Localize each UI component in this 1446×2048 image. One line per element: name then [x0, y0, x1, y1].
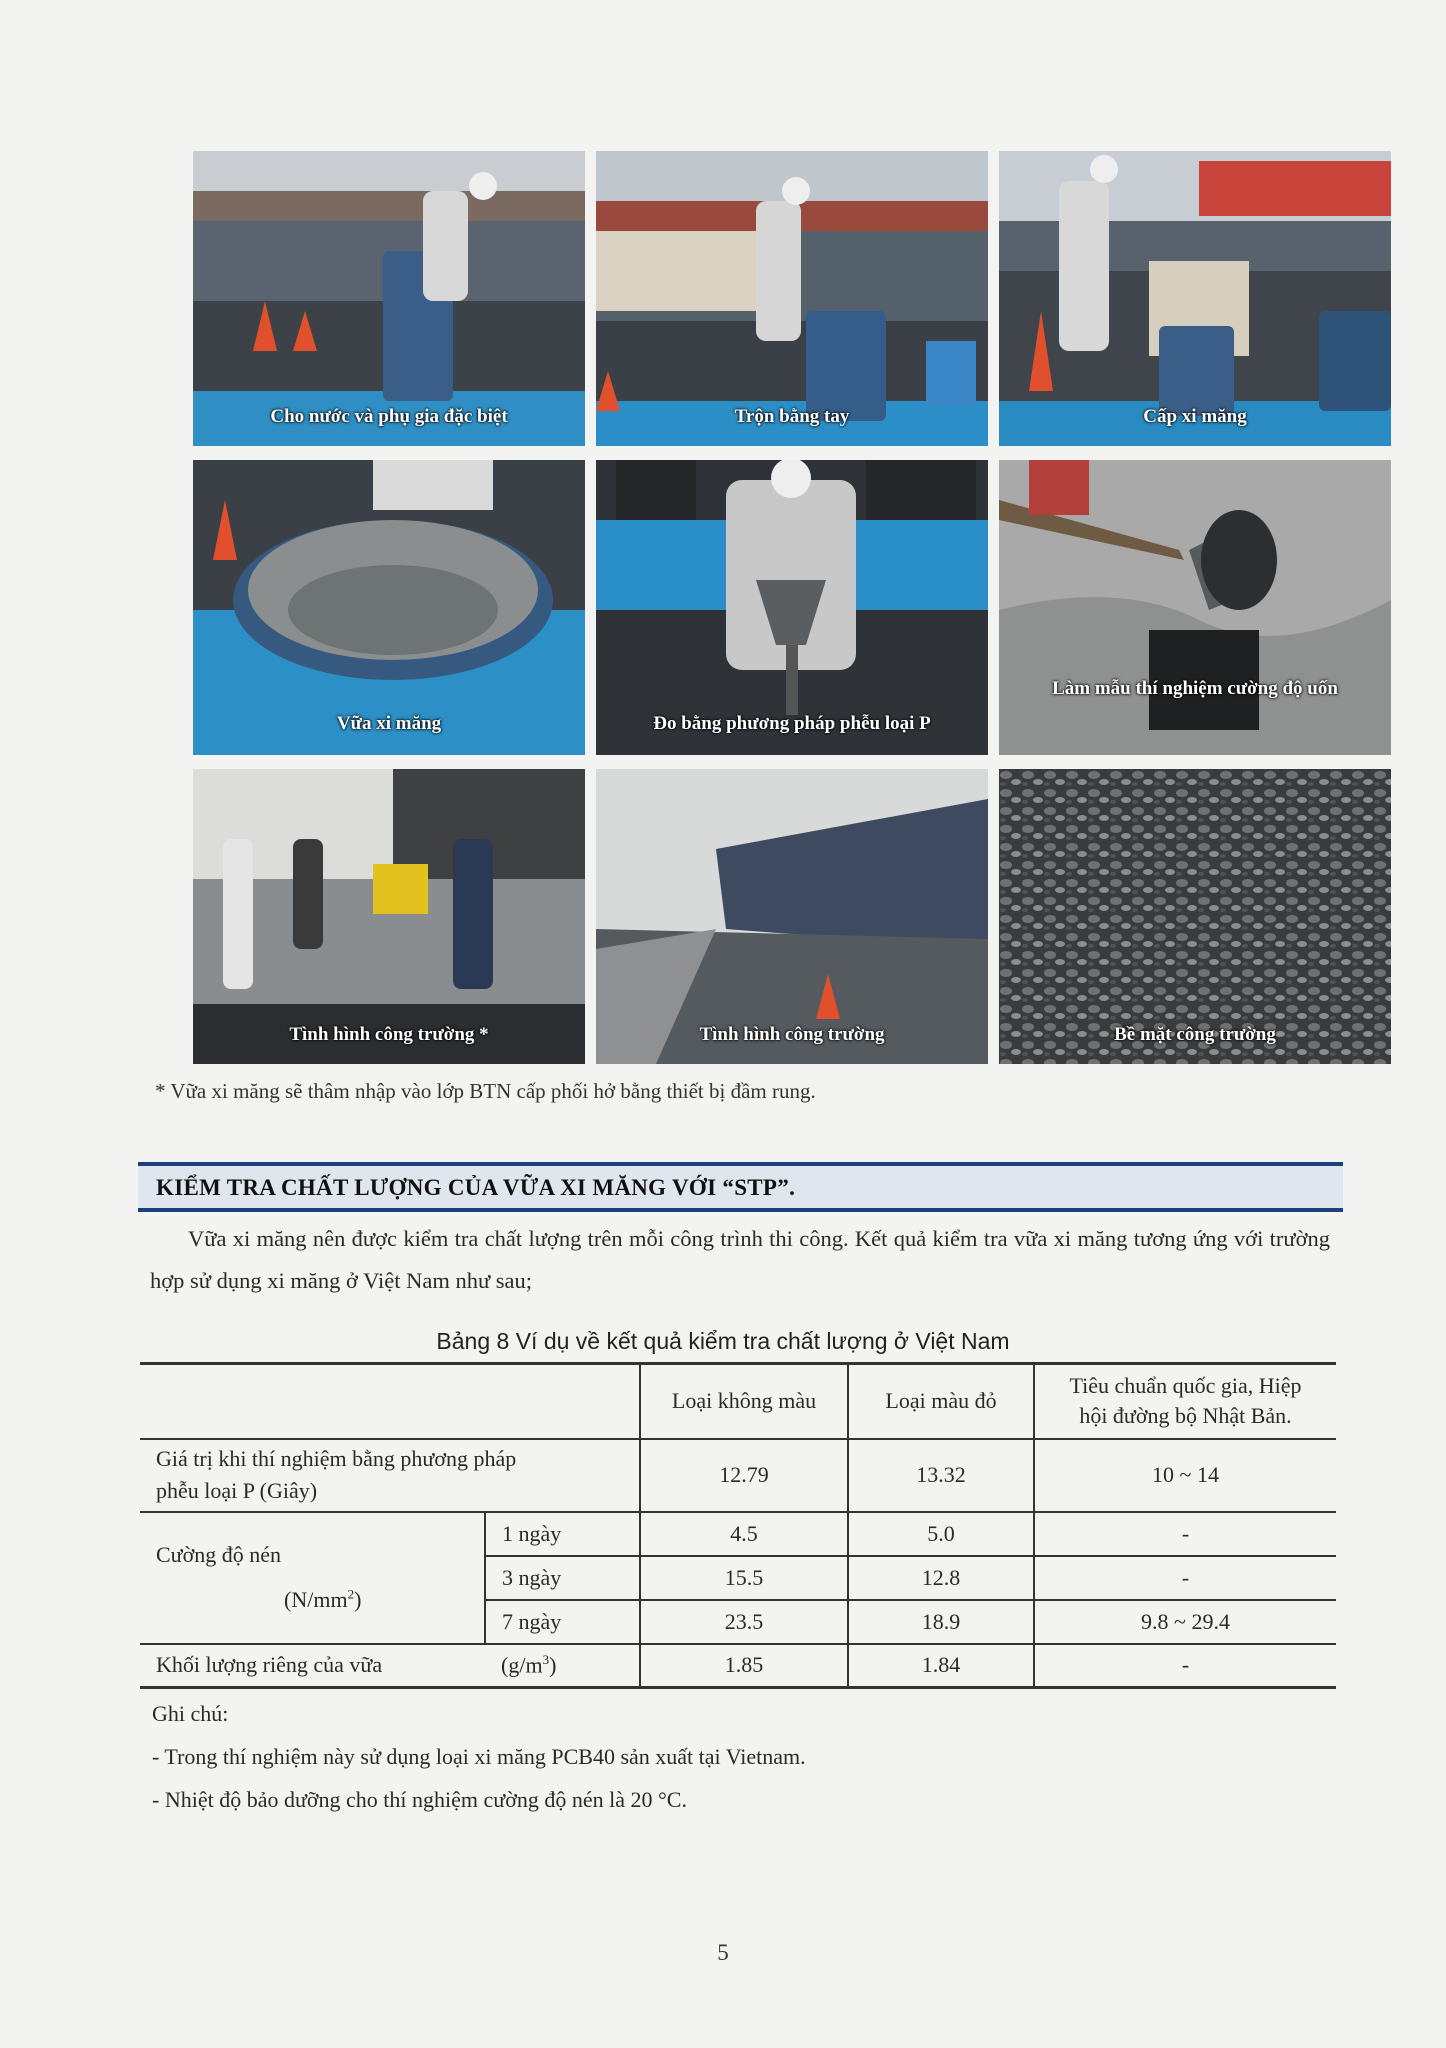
cell-value: - [1034, 1556, 1336, 1600]
notes-line: - Trong thí nghiệm này sử dụng loại xi măng PCB40 sản xuất tại Vietnam. [152, 1744, 806, 1769]
cell-value: 9.8 ~ 29.4 [1034, 1600, 1336, 1644]
photo-caption: Bề mặt công trường [1114, 1024, 1276, 1045]
header-standard: Tiêu chuẩn quốc gia, Hiệp hội đường bộ Nhật Bản. [1034, 1364, 1336, 1439]
table-caption: Bảng 8 Ví dụ về kết quả kiểm tra chất lượng ở Việt Nam [436, 1328, 1010, 1354]
photo-footnote: * Vữa xi măng sẽ thâm nhập vào lớp BTN cấp phối hở bằng thiết bị đầm rung. [155, 1079, 816, 1103]
row-label-strength: Cường độ nén $(N/mm^2)$ [140, 1512, 485, 1644]
cell-value: 18.9 [848, 1600, 1034, 1644]
table-header-row [140, 1364, 1336, 1439]
photo-caption: Vữa xi măng [336, 713, 442, 734]
page-number: 5 [717, 1940, 729, 1965]
cell-age: 3 ngày [485, 1556, 640, 1600]
cell-value: 13.32 [848, 1439, 1034, 1512]
row-label-density: Khối lượng riêng của vữa [140, 1644, 485, 1688]
photo-surface-texture [999, 769, 1391, 1064]
cell-value: 1.85 [640, 1644, 848, 1688]
quality-test-table [140, 1362, 1336, 1689]
notes-line: - Nhiệt độ bảo dưỡng cho thí nghiệm cường độ nén là 20 °C. [152, 1787, 687, 1812]
cell-value: 1.84 [848, 1644, 1034, 1688]
header-red: Loại màu đỏ [848, 1364, 1034, 1439]
table-row-density [140, 1644, 1336, 1688]
cell-age: 7 ngày [485, 1600, 640, 1644]
photo-flexural-specimen [999, 460, 1391, 755]
photo-caption: Tình hình công trường * [289, 1024, 489, 1045]
photo-caption: Tình hình công trường [699, 1024, 885, 1045]
cell-age: 1 ngày [485, 1512, 640, 1556]
photo-mortar-bucket [193, 460, 585, 755]
table-row-strength-1 [140, 1512, 1336, 1556]
photo-caption: Cho nước và phụ gia đặc biệt [270, 406, 508, 427]
table-row-funnel [140, 1439, 1336, 1512]
section-header [138, 1162, 1343, 1212]
cell-value: 5.0 [848, 1512, 1034, 1556]
photo-roller-compacting [193, 769, 585, 1064]
cell-value: 12.79 [640, 1439, 848, 1512]
cell-value: - [1034, 1644, 1336, 1688]
photo-p-funnel-test [596, 460, 988, 755]
strength-unit: $(N/mm^2)$ [284, 1586, 362, 1613]
notes-block [152, 1692, 806, 1821]
photo-caption: Đo bằng phương pháp phễu loại P [653, 713, 931, 734]
cell-value: 10 ~ 14 [1034, 1439, 1336, 1512]
photo-pouring-water [193, 151, 585, 446]
section-title: KIỂM TRA CHẤT LƯỢNG CỦA VỮA XI MĂNG VỚI “STP”. [156, 1175, 796, 1200]
cell-value: 23.5 [640, 1600, 848, 1644]
cell-value: 12.8 [848, 1556, 1034, 1600]
header-colorless: Loại không màu [640, 1364, 848, 1439]
photo-cement-feeding [999, 151, 1391, 446]
photo-caption: Trộn bằng tay [734, 406, 850, 427]
cell-value: 15.5 [640, 1556, 848, 1600]
photo-caption: Làm mẫu thí nghiệm cường độ uốn [1052, 678, 1338, 699]
photo-hand-mixing [596, 151, 988, 446]
row-label-funnel: Giá trị khi thí nghiệm bằng phương pháp phễu loại P (Giây) [140, 1439, 640, 1512]
photo-finished-pavement [596, 769, 988, 1064]
cell-value: 4.5 [640, 1512, 848, 1556]
photo-caption: Cấp xi măng [1143, 406, 1247, 427]
notes-title: Ghi chú: [152, 1701, 229, 1726]
density-unit: $(g/m^3)$ [485, 1644, 640, 1688]
cell-value: - [1034, 1512, 1336, 1556]
section-paragraph: Vữa xi măng nên được kiểm tra chất lượng trên mỗi công trình thi công. Kết quả kiểm tra vữa xi măng tương ứng với trường hợp sử dụng xi măng ở Việt Nam như sau; [150, 1226, 1330, 1293]
